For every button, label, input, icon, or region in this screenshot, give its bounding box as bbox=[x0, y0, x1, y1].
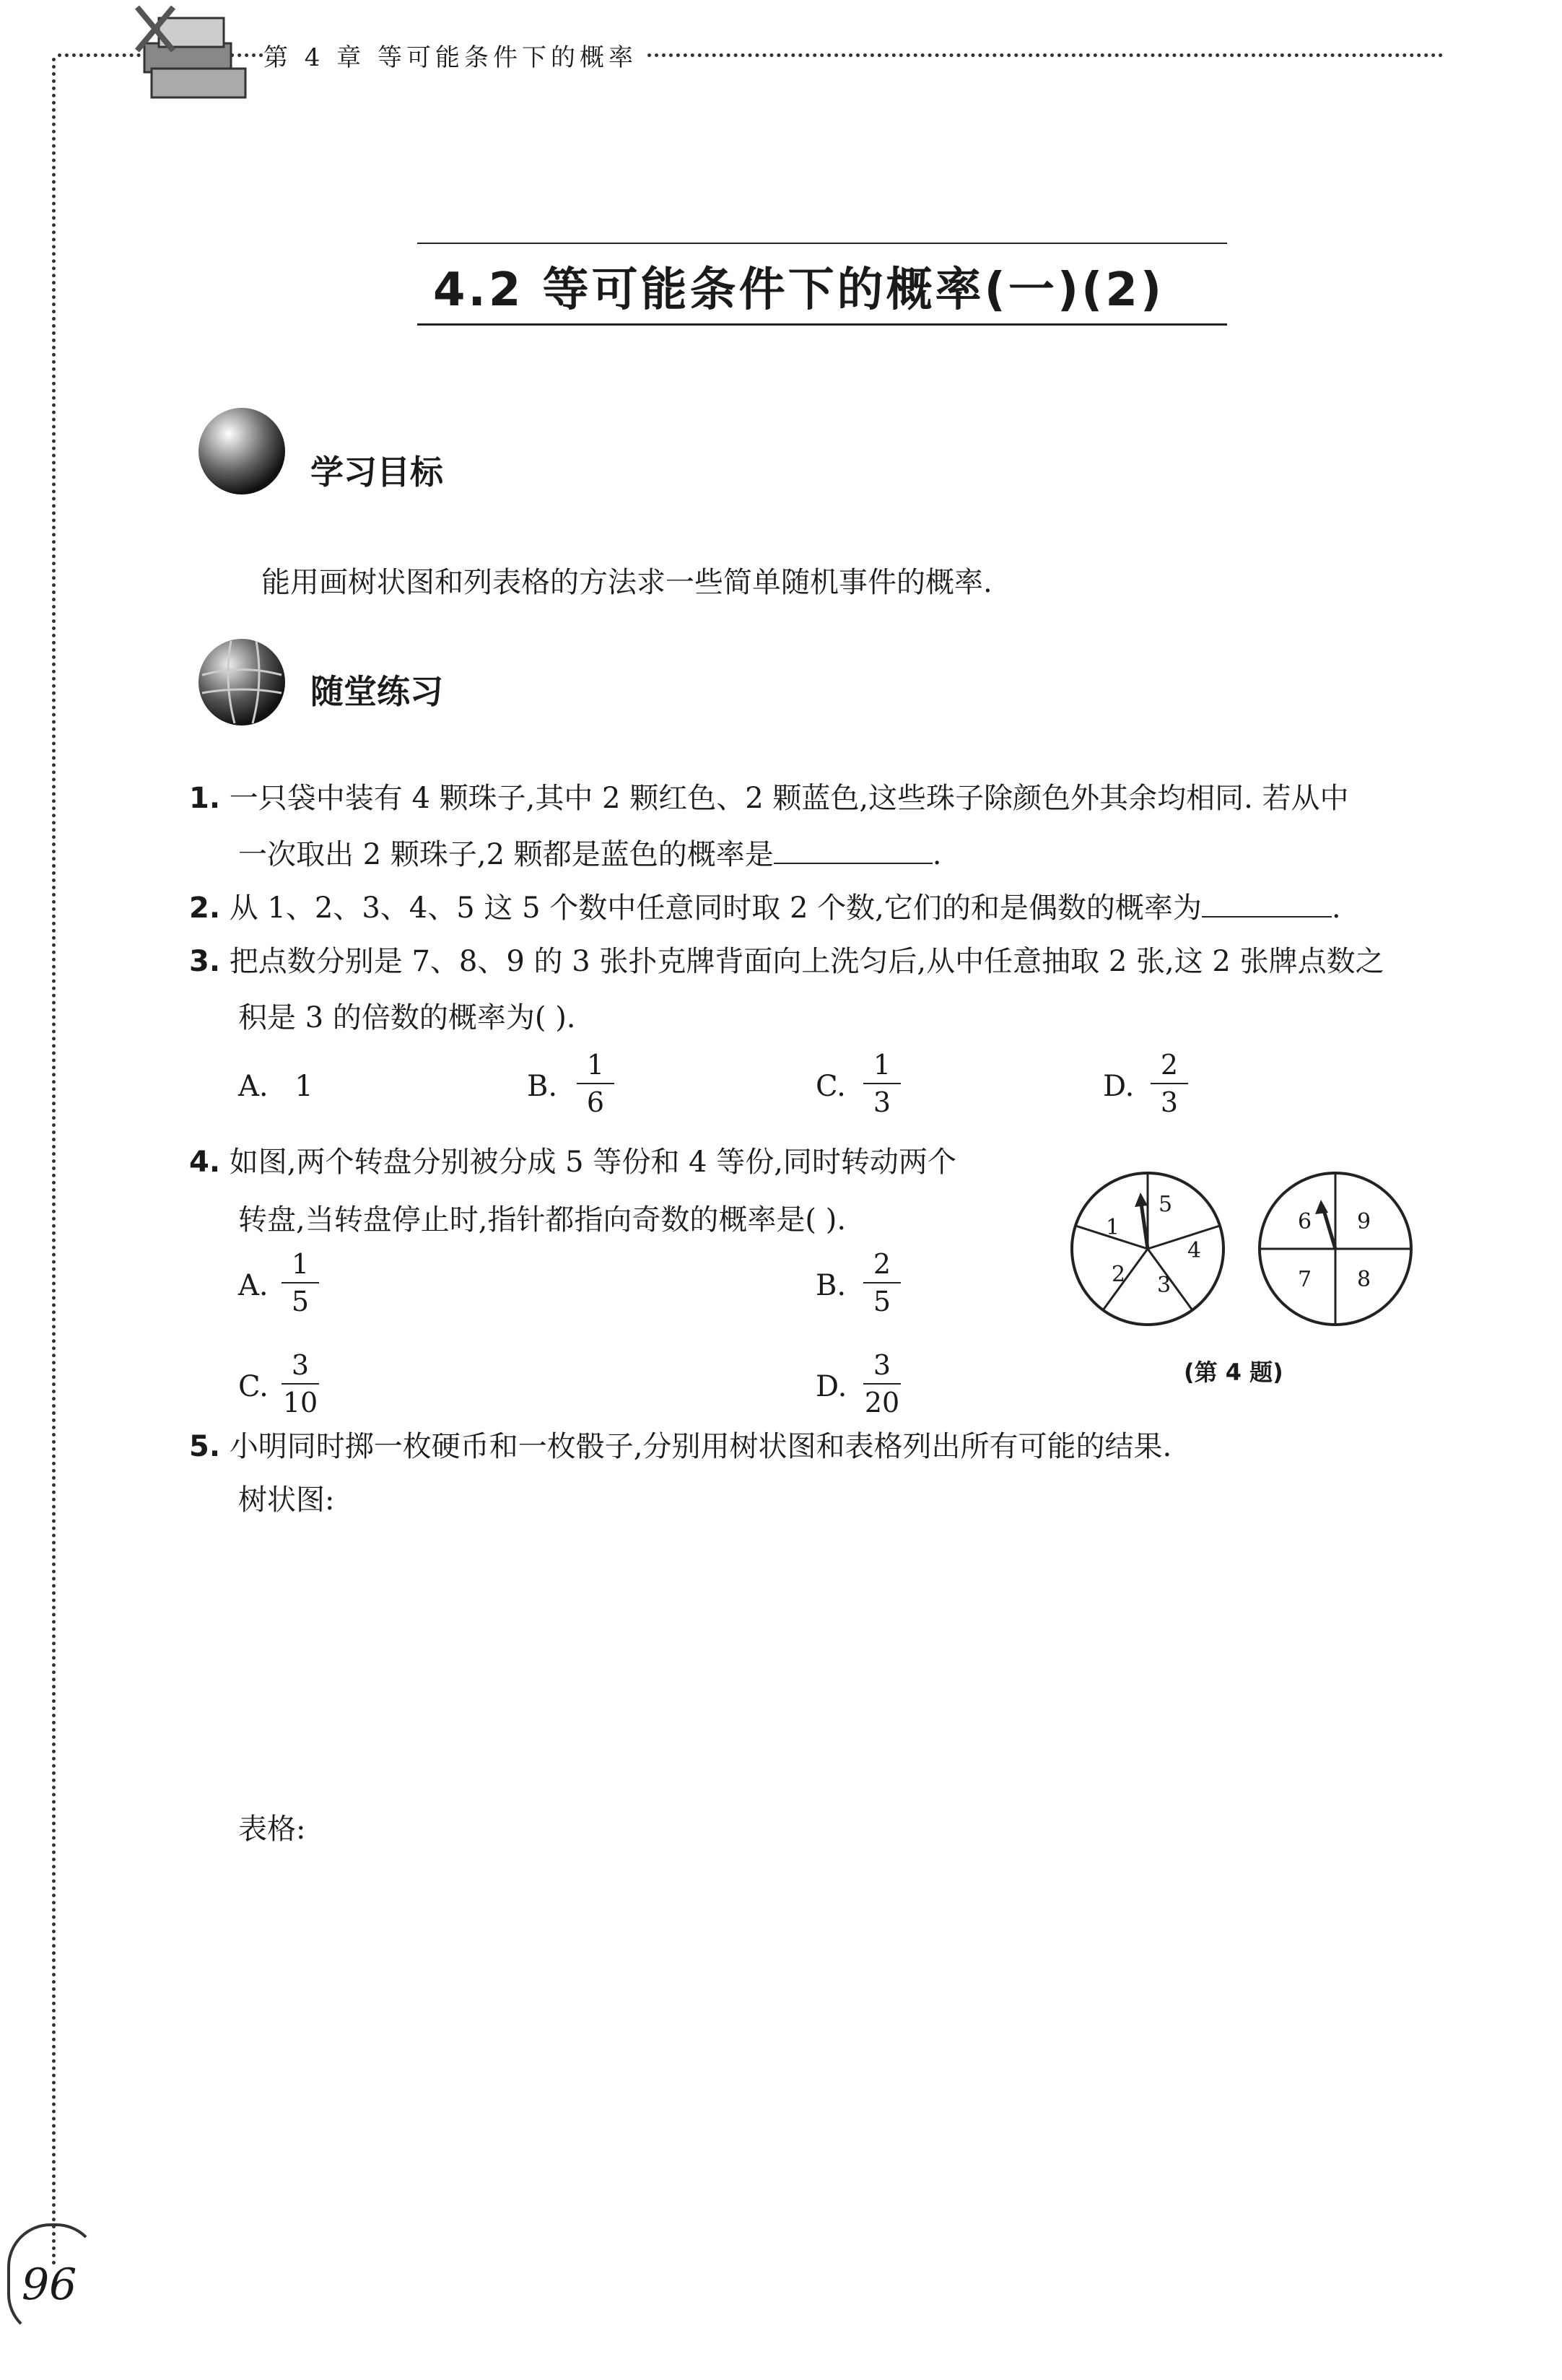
section-label-goals: 学习目标 bbox=[310, 453, 443, 492]
q3-option-a[interactable] bbox=[238, 1070, 313, 1103]
question-4-number: 4. bbox=[189, 1146, 221, 1179]
question-2-end: . bbox=[1331, 892, 1341, 925]
spinner-1-label-4: 4 bbox=[1187, 1238, 1202, 1263]
question-1-line1: 一只袋中装有 4 颗珠子,其中 2 颗红色、2 颗蓝色,这些珠子除颜色外其余均相同. 若从中 bbox=[229, 782, 1349, 815]
question-1-line2: 一次取出 2 颗珠子,2 颗都是蓝色的概率是 bbox=[238, 838, 774, 871]
section-label-practice: 随堂练习 bbox=[310, 672, 443, 711]
q3-option-b-fraction: 1 6 bbox=[574, 1048, 617, 1119]
answer-blank-1[interactable] bbox=[774, 837, 933, 864]
goals-text: 能用画树状图和列表格的方法求一些简单随机事件的概率. bbox=[261, 566, 992, 599]
figure-caption: (第 4 题) bbox=[1184, 1359, 1283, 1386]
question-4-line1: 如图,两个转盘分别被分成 5 等份和 4 等份,同时转动两个 bbox=[229, 1146, 956, 1179]
question-3-line1: 把点数分别是 7、8、9 的 3 张扑克牌背面向上洗匀后,从中任意抽取 2 张,这 2 张牌点数之 bbox=[229, 945, 1384, 978]
table-label: 表格: bbox=[238, 1813, 306, 1846]
tree-diagram-answer-area[interactable] bbox=[238, 1530, 1429, 1790]
q3-option-d-label[interactable]: D. bbox=[1103, 1070, 1135, 1103]
spinner-1-label-1: 1 bbox=[1106, 1215, 1120, 1240]
question-5-number: 5. bbox=[189, 1430, 221, 1463]
table-answer-area[interactable] bbox=[238, 1862, 1429, 2209]
question-3-line2: 积是 3 的倍数的概率为( ). bbox=[238, 1001, 576, 1034]
question-4-line2: 转盘,当转盘停止时,指针都指向奇数的概率是( ). bbox=[238, 1203, 847, 1237]
q4-option-b-label[interactable]: B. bbox=[816, 1269, 847, 1302]
q4-option-b-fraction: 2 5 bbox=[860, 1247, 904, 1318]
question-3 bbox=[189, 940, 1384, 983]
question-1-number: 1. bbox=[189, 782, 221, 815]
q3-option-a-value: 1 bbox=[294, 1070, 313, 1103]
page-title: 4.2 等可能条件下的概率(一)(2) bbox=[433, 263, 1165, 317]
q4-option-c-fraction: 3 10 bbox=[282, 1349, 318, 1418]
tree-diagram-label: 树状图: bbox=[238, 1483, 335, 1517]
q3-option-d-fraction: 2 3 bbox=[1148, 1048, 1191, 1119]
globe-icon bbox=[195, 635, 289, 729]
q4-option-d-fraction: 3 20 bbox=[864, 1349, 900, 1418]
question-5 bbox=[189, 1425, 1172, 1468]
sphere-icon bbox=[195, 404, 289, 498]
question-1 bbox=[189, 777, 1349, 820]
q4-option-a-label[interactable]: A. bbox=[238, 1269, 269, 1302]
question-2 bbox=[189, 886, 1341, 930]
spinner-2-label-7: 7 bbox=[1298, 1267, 1312, 1292]
spinner-1-label-2: 2 bbox=[1112, 1262, 1126, 1287]
question-3-number: 3. bbox=[189, 945, 221, 978]
question-4 bbox=[189, 1141, 956, 1184]
question-1-end: . bbox=[932, 838, 942, 871]
margin-dotted-rule bbox=[52, 58, 56, 2267]
question-1-cont bbox=[238, 833, 941, 876]
question-5-text: 小明同时掷一枚硬币和一枚骰子,分别用树状图和表格列出所有可能的结果. bbox=[229, 1430, 1172, 1463]
q3-option-b-label[interactable]: B. bbox=[527, 1070, 558, 1103]
q3-option-c-label[interactable]: C. bbox=[816, 1070, 846, 1103]
spinner-2-label-9: 9 bbox=[1357, 1209, 1371, 1234]
question-2-text: 从 1、2、3、4、5 这 5 个数中任意同时取 2 个数,它们的和是偶数的概率为 bbox=[229, 892, 1202, 925]
page-number: 96 bbox=[22, 2259, 77, 2310]
spinner-2-label-6: 6 bbox=[1298, 1209, 1312, 1234]
books-icon bbox=[130, 0, 253, 108]
q3-option-a-label: A. bbox=[238, 1070, 269, 1103]
spinner-2 bbox=[1260, 1173, 1411, 1325]
q3-option-c-fraction: 1 3 bbox=[860, 1048, 904, 1119]
spinner-1-label-3: 3 bbox=[1157, 1273, 1172, 1298]
q4-option-c-label[interactable]: C. bbox=[238, 1370, 269, 1403]
answer-blank-2[interactable] bbox=[1202, 890, 1332, 917]
spinner-2-label-8: 8 bbox=[1357, 1267, 1371, 1292]
q4-option-a-fraction: 1 5 bbox=[279, 1247, 322, 1318]
spinner-1-label-5: 5 bbox=[1159, 1192, 1173, 1217]
question-2-number: 2. bbox=[189, 892, 221, 925]
q4-option-d-label[interactable]: D. bbox=[816, 1370, 847, 1403]
spinner-figure bbox=[1068, 1162, 1429, 1335]
spinner-1 bbox=[1072, 1173, 1223, 1325]
chapter-header: 第 4 章 等可能条件下的概率 bbox=[263, 38, 645, 73]
